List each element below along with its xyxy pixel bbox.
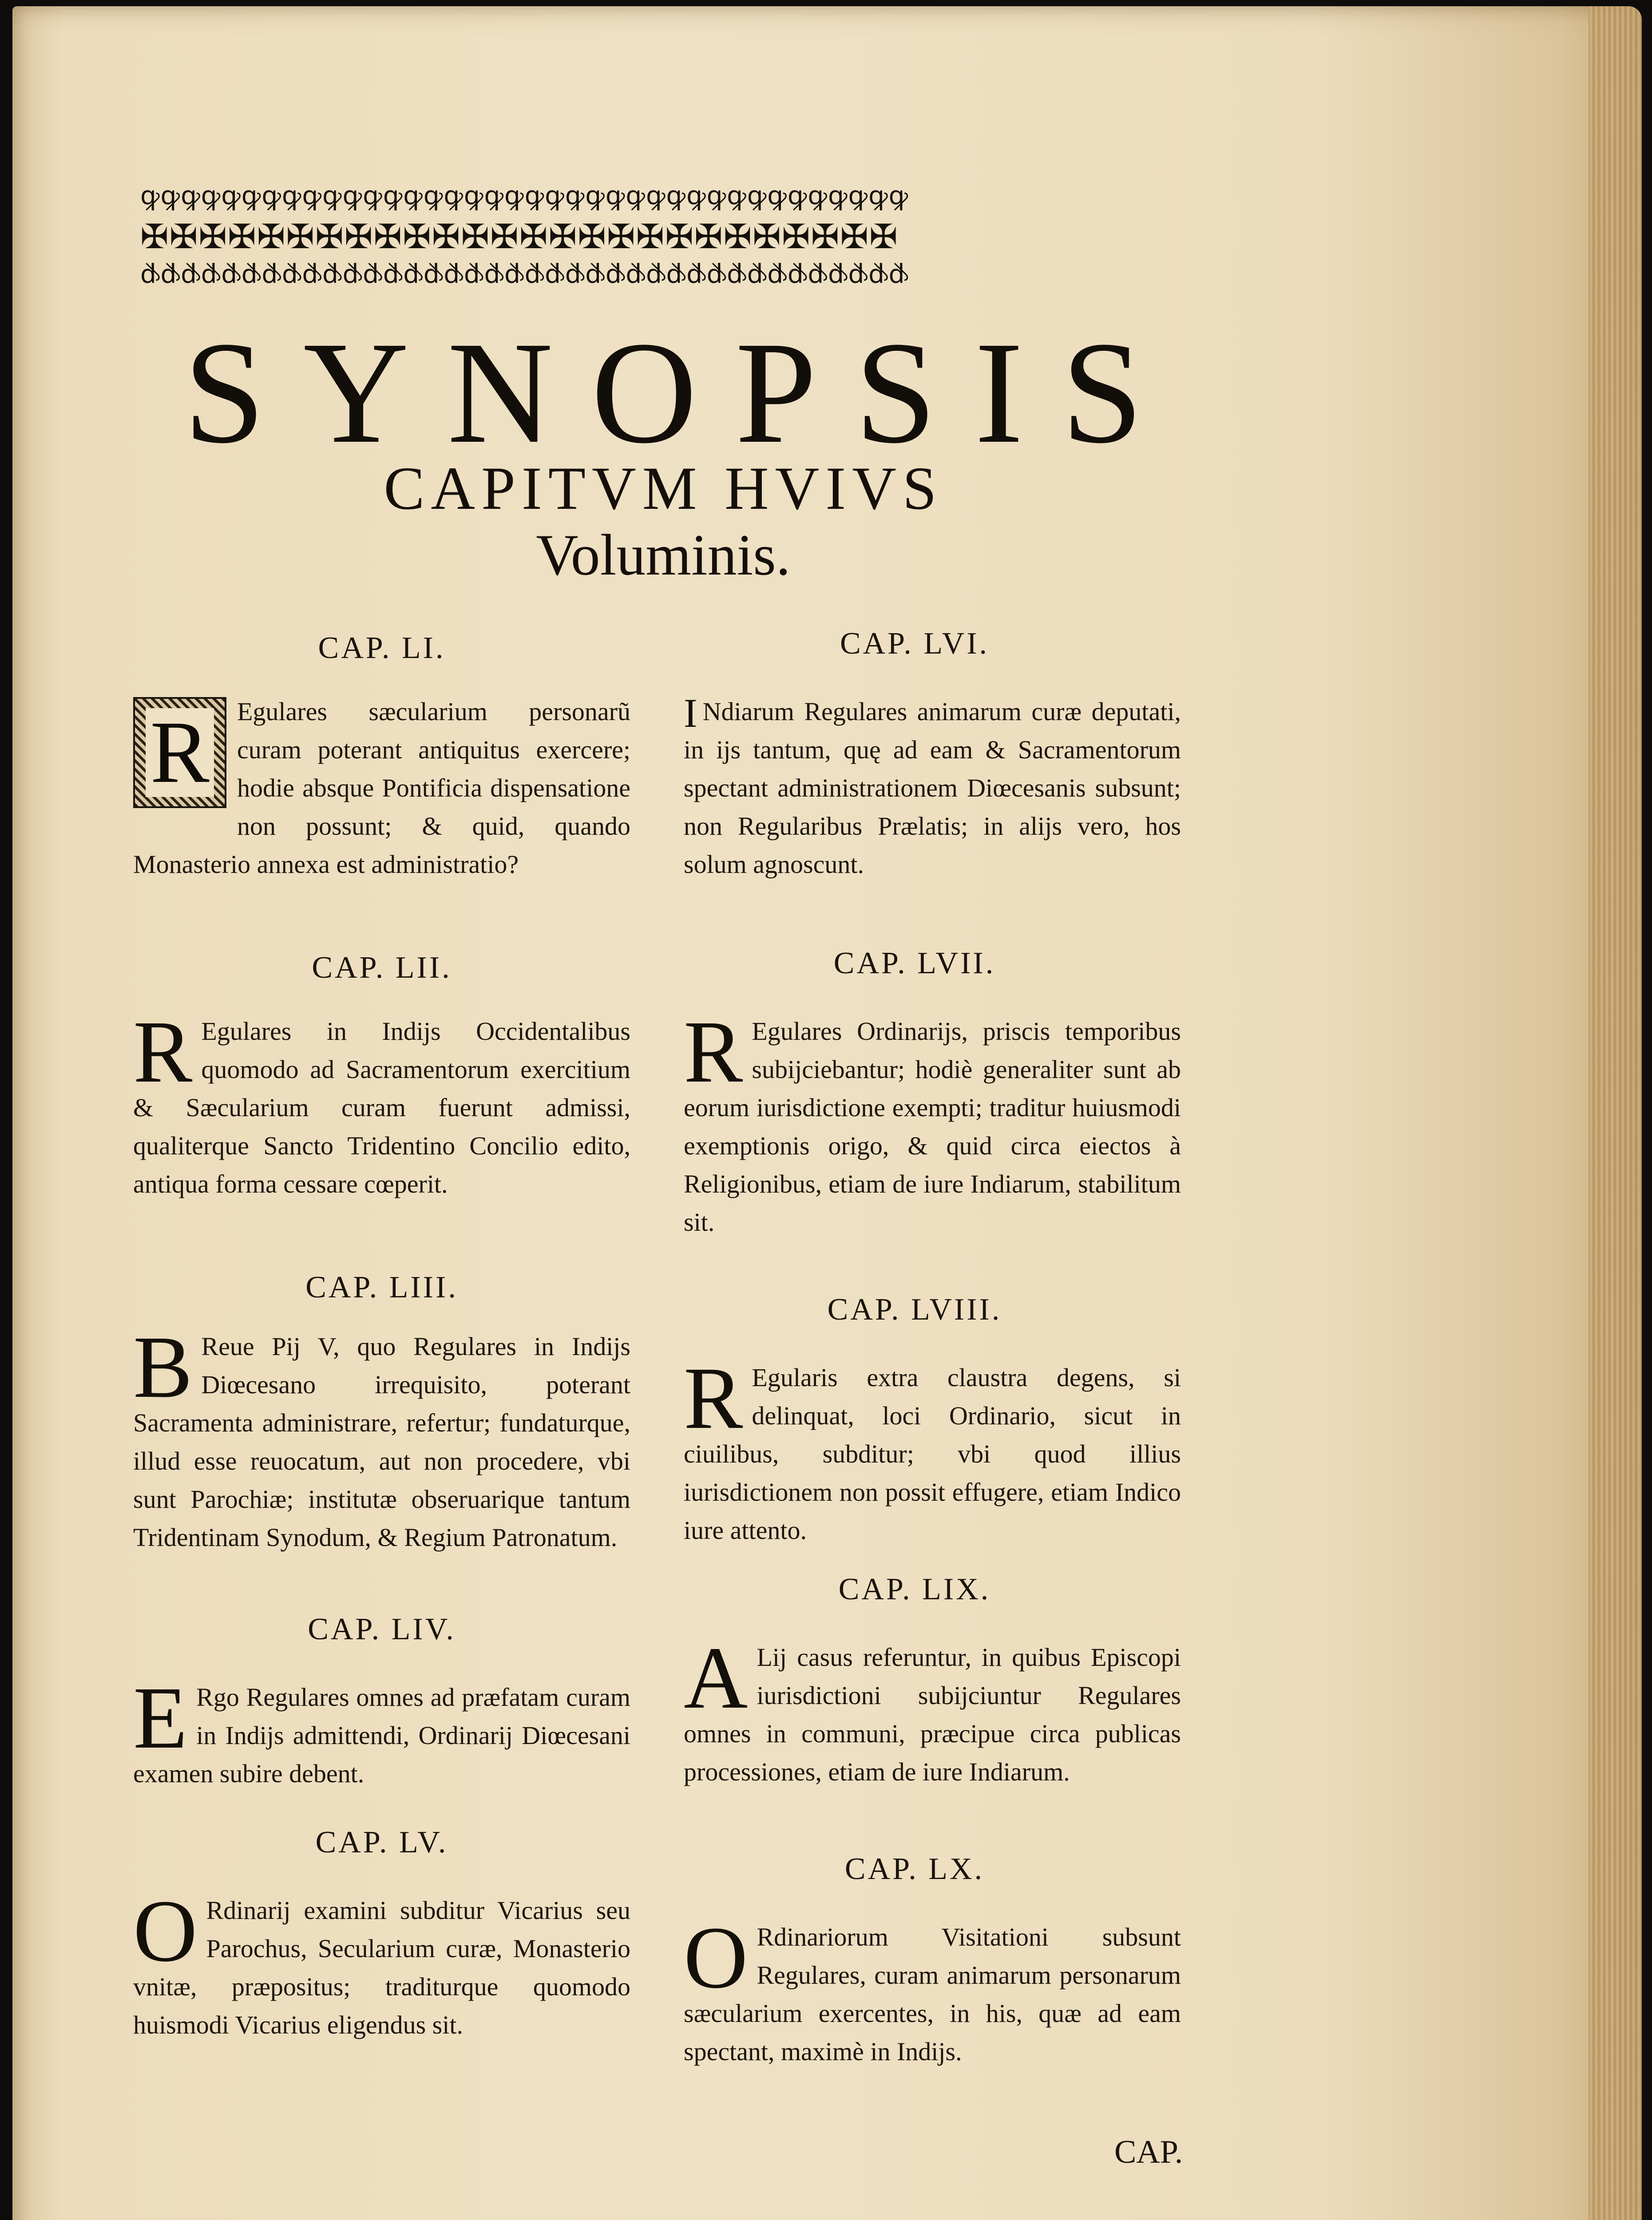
- drop-initial: A: [684, 1629, 748, 1727]
- drop-initial: E: [133, 1669, 188, 1767]
- chapter-heading: CAP. LV.: [315, 1825, 448, 1859]
- page-subtitle: CAPITVM HVIVS: [384, 454, 943, 522]
- drop-initial: O: [684, 1909, 748, 2007]
- page-title: SYNOPSIS: [183, 312, 1181, 474]
- ornate-initial: R: [133, 697, 226, 808]
- chapter-summary: R Egularis extra claustra degens, si delinquat, loci Ordinario, sicut in ciuilibus, subditur; vbi quod illius iurisdictionem non possit effugere, etiam Indico iure attento.: [684, 1349, 1181, 1545]
- chapter-summary: O Rdinariorum Visitationi subsunt Regulares, curam animarum personarum sæcularium exercentes, in his, quæ ad eam spectant, maximè in Indijs.: [684, 1909, 1181, 2066]
- chapter-heading: CAP. LX.: [844, 1852, 985, 1886]
- drop-initial: B: [133, 1318, 193, 1416]
- drop-initial: R: [133, 1003, 193, 1101]
- chapter-summary: B Reue Pij V, quo Regulares in Indijs Diœcesano irrequisito, poterant Sacramenta administrare, refertur; fundaturque, illud esse reuocatum, aut non procedere, vbi sunt Parochiæ; institutæ obseruarique tantum Tridentinam Synodum, & Regium Patronatum.: [133, 1318, 630, 1552]
- chapter-summary: E Rgo Regulares omnes ad præfatam curam in Indijs admittendi, Ordinarij Diœcesani examen subire debent.: [133, 1669, 630, 1788]
- chapter-heading: CAP. LIV.: [308, 1612, 456, 1646]
- header-ornament: [140, 178, 1186, 297]
- drop-initial: O: [133, 1882, 198, 1980]
- chapter-heading: CAP. LI.: [318, 631, 446, 665]
- chapter-heading: CAP. LIII.: [305, 1270, 458, 1304]
- drop-initial: R: [684, 1349, 743, 1447]
- chapter-summary: O Rdinarij examini subditur Vicarius seu Parochus, Secularium curæ, Monasterio vnitæ, præpositus; traditurque quomodo huismodi Vicarius eligendus sit.: [133, 1882, 630, 2039]
- page-subtitle-line2: Voluminis.: [536, 522, 791, 587]
- chapter-summary: R Egulares sæcularium personarũ curam poterant antiquitus exercere; hodie absque Pontificia dispensatione non possunt; & quid, quando Monasterio annexa est administratio?: [133, 697, 630, 879]
- chapter-heading: CAP. LIX.: [838, 1572, 991, 1606]
- ornament-row: ꝙꝙꝙꝙꝙꝙꝙꝙꝙꝙꝙꝙꝙꝙꝙꝙꝙꝙꝙꝙꝙꝙꝙꝙꝙꝙꝙꝙꝙꝙꝙꝙꝙꝙꝙꝙꝙꝙ: [140, 263, 909, 293]
- drop-initial: R: [684, 1003, 743, 1101]
- chapter-summary: R Egulares Ordinarijs, priscis temporibus subijciebantur; hodiè generaliter sunt ab eorum iurisdictione exempti; traditur huiusmodi exemptionis origo, & quid circa eiectos à Religionibus, etiam de iure Indiarum, stabilitum sit.: [684, 1003, 1181, 1237]
- chapter-summary: R Egulares in Indijs Occidentalibus quomodo ad Sacramentorum exercitium & Sæcularium curam fuerunt admissi, qualiterque Sancto Tridentino Concilio edito, antiqua forma cessare cœperit.: [133, 1003, 630, 1198]
- ornament-cross-row: ✠✠✠✠✠✠✠✠✠✠✠✠✠✠✠✠✠✠✠✠✠✠✠✠✠✠: [140, 217, 899, 256]
- chapter-heading: CAP. LVII.: [833, 946, 996, 980]
- page-fore-edge: [1589, 6, 1642, 2220]
- chapter-summary: I Ndiarum Regulares animarum curæ deputati, in ijs tantum, quę ad eam & Sacramentorum spectant administrationem Diœcesanis subsunt; non Regularibus Prælatis; in alijs vero, hos solum agnoscunt.: [684, 690, 1181, 879]
- chapter-heading: CAP. LVI.: [840, 626, 990, 661]
- drop-initial: I: [684, 690, 697, 736]
- chapter-heading: CAP. LII.: [312, 951, 452, 985]
- catchword: CAP.: [1114, 2134, 1183, 2170]
- chapter-heading: CAP. LVIII.: [827, 1292, 1002, 1327]
- chapter-summary: A Lij casus referuntur, in quibus Episcopi iurisdictioni subijciuntur Regulares omnes in communi, præcipue circa publicas processiones, etiam de iure Indiarum.: [684, 1629, 1181, 1786]
- ornament-row: ꝙꝙꝙꝙꝙꝙꝙꝙꝙꝙꝙꝙꝙꝙꝙꝙꝙꝙꝙꝙꝙꝙꝙꝙꝙꝙꝙꝙꝙꝙꝙꝙꝙꝙꝙꝙꝙꝙ: [140, 180, 909, 210]
